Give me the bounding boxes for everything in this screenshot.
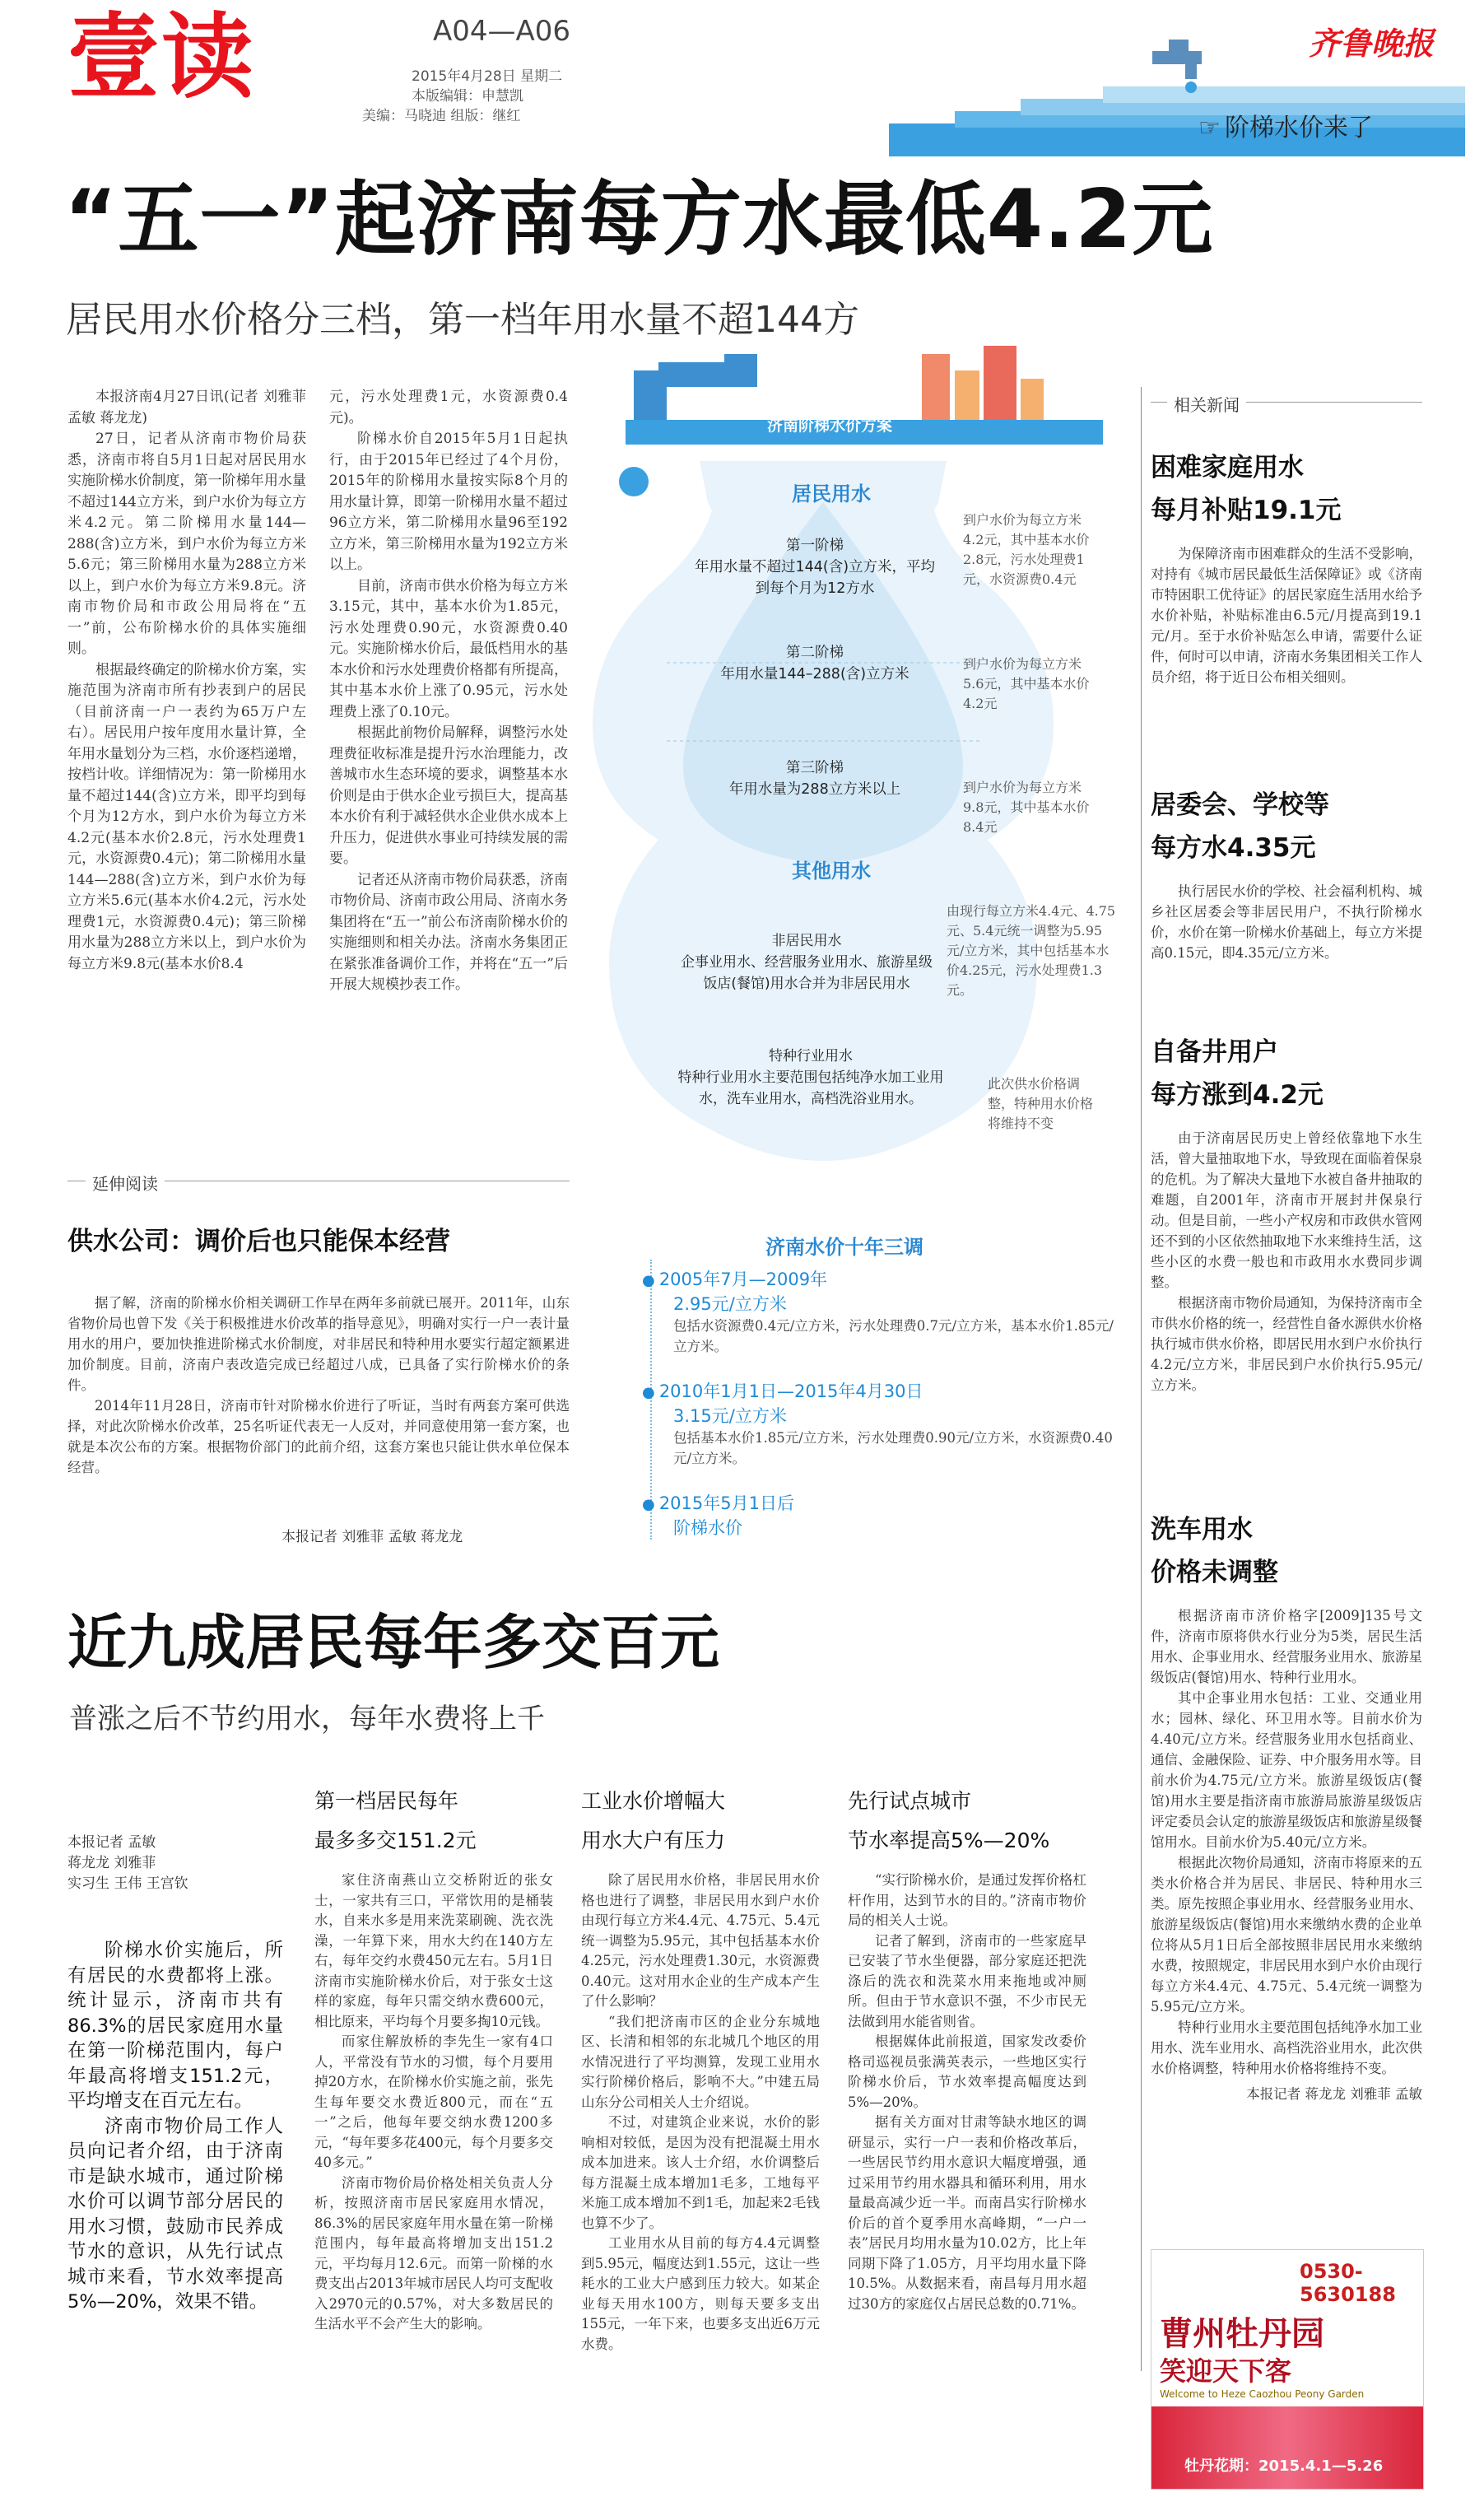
timeline-detail: 包括水资源费0.4元/立方米，污水处理费0.7元/立方米，基本水价1.85元/立方米。: [673, 1318, 1114, 1354]
ad-slogan: 笑迎天下客: [1160, 2355, 1292, 2387]
nonresident-block: [675, 930, 938, 995]
paper-logo: 齐鲁晚报: [1309, 26, 1435, 62]
special-name: 特种行业用水: [769, 1048, 853, 1064]
main-subheadline: 居民用水价格分三档，第一档年用水量不超144方: [66, 299, 859, 341]
resident-water-label: 居民用水: [792, 482, 871, 505]
col-heading: 工业水价增幅大: [581, 1789, 726, 1813]
second-lead: [67, 1938, 283, 2315]
extended-reading: [67, 1169, 570, 1548]
sidebar-para: 执行居民水价的学校、社会福利机构、城乡社区居委会等非居民用户，不执行阶梯水价，水价在第一阶梯水价基础上，每立方米提高0.15元，即4.35元/立方米。: [1151, 883, 1422, 961]
col-para: 根据媒体此前报道，国家发改委价格司巡视员张满英表示，一些地区实行阶梯水价后，节水效率提高幅度达到5%—20%。: [848, 2033, 1086, 2110]
tier3-block: [700, 757, 930, 800]
special-block: [667, 1046, 955, 1110]
extended-para: 2014年11月28日，济南市针对阶梯水价进行了听证，当时有两套方案可供选择，对此次阶梯水价改革，25名听证代表无一人反对，并同意使用第一套方案，也就是本次公布的方案。根据物价部门的此前介绍，这套方案也只能让供水单位保本经营。: [67, 1398, 570, 1475]
tier2-name: 第二阶梯: [786, 645, 844, 661]
sidebar-item-subtitle: 价格未调整: [1151, 1558, 1278, 1587]
ad-date: 牡丹花期：2015.4.1—5.26: [1184, 2457, 1384, 2475]
ad-park-name: 曹州牡丹园: [1160, 2315, 1324, 2353]
sidebar-item-subtitle: 每方水4.35元: [1151, 833, 1316, 863]
nonresident-desc: 企事业用水、经营服务业用水、旅游星级饭店(餐馆)用水合并为非居民用水: [681, 954, 933, 992]
sidebar-para: 根据济南市济价格字[2009]135号文件，济南市原将供水行业分为5类，居民生活用水、企事业用水、经营服务业用水、旅游星级饭店(餐馆)用水、特种行业用水。: [1151, 1608, 1422, 1685]
timeline-item: [642, 1490, 1119, 1540]
byline-line: 本报记者 孟敏: [67, 1834, 156, 1851]
faucet-icon: [1152, 40, 1202, 93]
col-para: 而家住解放桥的李先生一家有4口人，平常没有节水的习惯，每个月要用掉20方水，在阶梯水价实施之前，张先生每年要交水费近800元，而在“五一”之后，他每年要交纳水费1200多元，“每年要多花400元，每个月要多交40多元。”: [314, 2033, 553, 2170]
nonresident-price-note: 由现行每立方米4.4元、4.75元、5.4元统一调整为5.95元/立方米，其中包括基本水价4.25元，污水处理费1.3元。: [947, 903, 1116, 998]
second-col: [314, 1782, 553, 2335]
main-story-para: 阶梯水价自2015年5月1日起执行，由于2015年已经过了4个月份，2015年的阶梯用水量按实际8个月的用水量计算，即第一阶梯用水量不超过96立方米，第二阶梯用水量96至192立方米，第三阶梯用水量为192立方米以上。: [329, 431, 568, 573]
ad-english: Welcome to Heze Caozhou Peony Garden: [1160, 2388, 1365, 2400]
sidebar: [1151, 387, 1422, 2346]
main-headline: “五一”起济南每方水最低4.2元: [64, 173, 1214, 267]
sidebar-item: [1151, 1508, 1422, 2104]
main-story-para: 记者还从济南市物价局获悉，济南市物价局、济南市政公用局、济南水务集团将在“五一”前公布济南阶梯水价的实施细则和相关办法。济南水务集团正在紧张准备调价工作，并将在“五一”后开展大规模抄表工作。: [329, 871, 568, 993]
main-story-para: 目前，济南市供水价格为每立方米3.15元，其中，基本水价为1.85元，污水处理费0.90元，水资源费0.40元。实施阶梯水价后，最低档用水的基本水价和污水处理费价格都有所提高，其中基本水价上涨了0.95元，污水处理费上涨了0.10元。: [329, 577, 568, 720]
peony-garden-ad[interactable]: [1151, 2249, 1424, 2490]
sidebar-para: 为保障济南市困难群众的生活不受影响，对持有《城市居民最低生活保障证》或《济南市特困职工优待证》的居民家庭生活用水给予水价补贴，补贴标准由6.5元/月提高到19.1元/月。至于水价补贴怎么申请，需要什么证件，何时可以申请，济南水务集团相关工作人员介绍，将于近日公布相关细则。: [1151, 546, 1422, 685]
lead-para: 济南市物价局工作人员向记者介绍，由于济南市是缺水城市，通过阶梯水价可以调节部分居民的用水习惯，鼓励市民养成节水的意识，从先行试点城市来看，节水效率提高5%—20%，效果不错。: [67, 2115, 283, 2313]
tier3-desc: 年用水量为288立方米以上: [728, 781, 901, 798]
extended-para: 据了解，济南的阶梯水价相关调研工作早在两年多前就已展开。2011年，山东省物价局也曾下发《关于积极推进水价改革的指导意见》，明确对实行一户一表计量用水的用户，要加快推进阶梯式水价制度，对非居民和特种用水要实行超定额累进加价制度。目前，济南户表改造完成已经超过八成，已具备了实行阶梯水价的条件。: [67, 1295, 570, 1393]
sidebar-para: 其中企事业用水包括：工业、交通业用水；园林、绿化、环卫用水等。目前水价为4.40元/立方米。经营服务业用水包括商业、通信、金融保险、证券、中介服务用水等。目前水价为4.75元/立方米。旅游星级饭店(餐馆)用水主要是指济南市旅游局旅游星级饭店评定委员会认定的旅游星级饭店和旅游星级餐馆用水。目前水价为5.40元/立方米。: [1151, 1690, 1422, 1850]
byline-line: 蒋龙龙 刘雅菲: [67, 1855, 156, 1871]
second-col: [581, 1782, 820, 2355]
sidebar-para: 由于济南居民历史上曾经依靠地下水生活，曾大量抽取地下水，导致现在面临着保泉的危机。为了解决大量地下水被自备井抽取的难题，自2001年，济南市开展封井保泉行动。但是目前，一些小产权房和市政供水管网还不到的小区依然抽取地下水来维持生活，这些小区的水费一般也和市政用水水费同步调整。: [1151, 1130, 1422, 1290]
col-para: 据有关方面对甘肃等缺水地区的调研显示，实行一户一表和价格改革后，一些居民节约用水意识大幅度增强，通过采用节约用水器具和循环利用，用水量最高减少近一半。而南昌实行阶梯水价后的首个夏季用水高峰期，“一户一表”居民月均用水量为10.02方，比上年同期下降了1.05方，月平均用水量下降10.5%。从数据来看，南昌每月用水超过30方的家庭仅占居民总数的0.71%。: [848, 2114, 1086, 2312]
tier1-price-note: 到户水价为每立方米4.2元，其中基本水价2.8元，污水处理费1元，水资源费0.4元: [963, 512, 1090, 587]
sidebar-item-subtitle: 每月补贴19.1元: [1151, 496, 1342, 525]
bullet-icon: ●: [642, 1384, 655, 1401]
tier1-name: 第一阶梯: [786, 538, 844, 554]
sidebar-item-title: 自备井用户: [1151, 1037, 1278, 1067]
masthead: [0, 0, 1484, 165]
ad-peony-band: [1151, 2406, 1423, 2489]
timeline-detail: 包括基本水价1.85元/立方米，污水处理费0.90元/立方米，水资源费0.40元/立方米。: [673, 1430, 1113, 1466]
col-subheading: 用水大户有压力: [581, 1829, 726, 1852]
sidebar-item-subtitle: 每方涨到4.2元: [1151, 1080, 1324, 1110]
timeline-price: 3.15元/立方米: [673, 1406, 787, 1426]
tier2-price-note: 到户水价为每立方米5.6元，其中基本水价4.2元: [963, 656, 1090, 711]
col-para: 家住济南燕山立交桥附近的张女士，一家共有三口，平常饮用的是桶装水，自来水多是用来洗菜刷碗、洗衣洗澡，一年算下来，用水大约在140方左右，每年交约水费450元左右。5月1日济南市实施阶梯水价后，对于张女士这样的家庭，每年只需交纳水费600元，相比原来，平均每个月要多掏10元钱。: [314, 1872, 553, 2029]
sidebar-item: [1151, 1031, 1422, 1395]
hand-pointer-icon: ☞: [1198, 114, 1221, 142]
col-heading: 第一档居民每年: [314, 1789, 459, 1813]
bullet-icon: ●: [642, 1496, 655, 1513]
main-story-byline: 本报济南4月27日讯(记者 刘雅菲 孟敏 蒋龙龙): [67, 389, 306, 426]
main-story-col1: [67, 387, 306, 975]
sidebar-item-title: 居委会、学校等: [1151, 790, 1329, 820]
second-col: [848, 1782, 1086, 2314]
col-heading: 先行试点城市: [848, 1789, 972, 1813]
extended-title: 供水公司：调价后也只能保本经营: [67, 1227, 450, 1256]
sidebar-tag: 相关新闻: [1167, 392, 1246, 416]
sidebar-byline: 本报记者 蒋龙龙 刘雅菲 孟敏: [1246, 2086, 1422, 2102]
extended-tag: 延伸阅读: [86, 1171, 165, 1195]
col-para: 不过，对建筑企业来说，水价的影响相对较低，是因为没有把混凝土用水成本加进来。该人士介绍，水价调整后每方混凝土成本增加1毛多，工地每平米施工成本增加不到1毛，加起来2毛钱也算不少了。: [581, 2114, 820, 2231]
main-story-para: 27日，记者从济南市物价局获悉，济南市将自5月1日起对居民用水实施阶梯水价制度，第一阶梯年用水量不超过144立方米，到户水价为每立方米4.2元。第二阶梯用水量144—288(含)立方米，到户水价为每立方米5.6元；第三阶梯用水量为288立方米以上，到户水价为每立方米9.8元。济南市物价局和市政公用局将在“五一”前，公布阶梯水价的具体实施细则。: [67, 431, 306, 657]
col-subheading: 最多多交151.2元: [314, 1829, 477, 1852]
tier1-desc: 年用水量不超过144(含)立方米，平均到每个月为12方水: [694, 559, 936, 597]
banner-label: [1198, 107, 1470, 143]
timeline-item: [642, 1378, 1119, 1469]
timeline-price: 2.95元/立方米: [673, 1294, 787, 1314]
timeline-period: 2015年5月1日后: [658, 1493, 794, 1513]
page-range: A04—A06: [433, 15, 571, 48]
col-para: 除了居民用水价格，非居民用水价格也进行了调整，非居民用水到户水价由现行每立方米4.4元、4.75元、5.4元统一调整为5.95元，其中包括基本水价4.25元，污水处理费1.30元，水资源费0.40元。这对用水企业的生产成本产生了什么影响？: [581, 1872, 820, 2009]
tier2-desc: 年用水量144–288(含)立方米: [720, 666, 909, 682]
timeline-period: 2005年7月—2009年: [658, 1269, 828, 1289]
tier2-block: [700, 642, 930, 685]
bullet-icon: ●: [642, 1272, 655, 1289]
sidebar-item: [1151, 446, 1422, 687]
section-title: 壹读: [67, 4, 255, 111]
timeline-period: 2010年1月1日—2015年4月30日: [658, 1381, 923, 1401]
banner-text: 阶梯水价来了: [1225, 114, 1373, 142]
byline-line: 实习生 王伟 王宫钦: [67, 1875, 188, 1892]
timeline-item: [642, 1266, 1119, 1357]
sidebar-para: 特种行业用水主要范围包括纯净水加工业用水、洗车业用水、高档洗浴业用水，此次供水价格调整，特种用水价格将维持不变。: [1151, 2020, 1422, 2076]
col-para: “我们把济南市区的企业分东城地区、长清和相邻的东北城几个地区的用水情况进行了平均测算，发现工业用水实行阶梯价格后，影响不大。”中建五局山东分公司相关人士介绍说。: [581, 2013, 820, 2110]
extended-byline: 本报记者 刘雅菲 孟敏 蒋龙龙: [281, 1529, 463, 1545]
special-desc: 特种行业用水主要范围包括纯净水加工业用水，洗车业用水，高档洗浴业用水。: [677, 1069, 944, 1107]
sidebar-para: 根据此次物价局通知，济南市将原来的五类水价格合并为居民、非居民、特种用水三类。原先按照企事业用水、经营服务业用水、旅游星级饭店(餐馆)用水来缴纳水费的企业单位将从5月1日后全部按照非居民用水来缴纳水费，按照规定，非居民用水到户水价由现行每立方米4.4元、4.75元、5.4元统一调整为5.95元/立方米。: [1151, 1855, 1422, 2015]
tier3-name: 第三阶梯: [786, 760, 844, 776]
main-story-para: 元，污水处理费1元，水资源费0.4元)。: [329, 389, 568, 426]
nonresident-name: 非居民用水: [771, 933, 842, 949]
sidebar-item-title: 困难家庭用水: [1151, 453, 1304, 482]
faucet-icon: [634, 354, 757, 420]
infographic-title: 济南阶梯水价方案: [767, 417, 893, 435]
sidebar-divider: [1141, 387, 1142, 2371]
second-byline: [67, 1833, 290, 1894]
sidebar-item-title: 洗车用水: [1151, 1515, 1253, 1544]
tier3-price-note: 到户水价为每立方米9.8元，其中基本水价8.4元: [963, 780, 1090, 835]
timeline-title: 济南水价十年三调: [765, 1236, 923, 1259]
main-story-para: 根据最终确定的阶梯水价方案，实施范围为济南市所有抄表到户的居民（目前济南一户一表约为65万户左右）。居民用户按年度用水量计算，全年用水量划分为三档，水价逐档递增，按档计收。详细情况为：第一阶梯用水量不超过144(含)立方米，即平均到每个月为12方水，到户水价为每立方米4.2元(基本水价2.8元，污水处理费1元，水资源费0.4元)；第二阶梯用水量144—288(含)立方米，到户水价为每立方米5.6元(基本水价4.2元，污水处理费1元，水资源费0.4元)；第三阶梯用水量为288立方米以上，到户水价为每立方米9.8元(基本水价8.4: [67, 661, 306, 972]
issue-date: 2015年4月28日 星期二: [412, 68, 563, 85]
second-headline: 近九成居民每年多交百元: [67, 1608, 720, 1677]
ad-phone: 0530-5630188: [1300, 2260, 1396, 2306]
tier1-block: [691, 535, 938, 599]
other-water-label: 其他用水: [792, 860, 871, 883]
main-story-para: 根据此前物价局解释，调整污水处理费征收标准是提升污水治理能力，改善城市水生态环境的要求，调整基本水价则是由于供水企业亏损巨大，提高基本水价有利于减轻供水企业供水成本上升压力，促进供水事业可持续发展的需要。: [329, 724, 568, 867]
special-price-note: 此次供水价格调整，特种用水价格将维持不变: [988, 1076, 1094, 1131]
second-subheadline: 普涨之后不节约用水，每年水费将上千: [69, 1703, 545, 1735]
col-para: 济南市物价局价格处相关负责人分析，按照济南市居民家庭用水情况，86.3%的居民家庭年用水量在第一阶梯范围内，每年最高将增加支出151.2元，平均每月12.6元。而第一阶梯的水费支出占2013年城市居民人均可支配收入2970元的0.57%，对大多数居民的生活水平不会产生大的影响。: [314, 2174, 553, 2332]
page-designer: 美编：马晓迪 组版：继红: [362, 108, 521, 124]
lead-para: 阶梯水价实施后，所有居民的水费都将上涨。统计显示，济南市共有86.3%的居民家庭用水量在第一阶梯范围内，每户年最高将增支151.2元，平均增支在百元左右。: [67, 1940, 283, 2112]
sidebar-item: [1151, 784, 1422, 963]
infographic: [576, 338, 1152, 1556]
timeline-price: 阶梯水价: [673, 1518, 742, 1538]
col-para: “实行阶梯水价，是通过发挥价格杠杆作用，达到节水的目的。”济南市物价局的相关人士说。: [848, 1872, 1086, 1928]
sidebar-para: 根据济南市物价局通知，为保持济南市全市供水价格的统一，经营性自备水源供水价格执行城市供水价格，即居民用水到户水价执行4.2元/立方米，非居民到户水价执行5.95元/立方米。: [1151, 1295, 1422, 1393]
extended-body: [67, 1293, 570, 1478]
col-para: 工业用水从目前的每方4.4元调整到5.95元，幅度达到1.55元，这让一些耗水的工业大户感到压力较大。如某企业每天用水100方，则每天要多支出155元，一年下来，也要多支出近6万元水费。: [581, 2235, 820, 2352]
col-para: 记者了解到，济南市的一些家庭早已安装了节水坐便器，部分家庭还把洗涤后的洗衣和洗菜水用来拖地或冲厕所。但由于节水意识不强，不少市民无法做到用水能省则省。: [848, 1932, 1086, 2029]
col-subheading: 节水率提高5%—20%: [848, 1829, 1050, 1852]
page-editor: 本版编辑：申慧凯: [412, 88, 523, 105]
main-story-col2: [329, 387, 568, 996]
